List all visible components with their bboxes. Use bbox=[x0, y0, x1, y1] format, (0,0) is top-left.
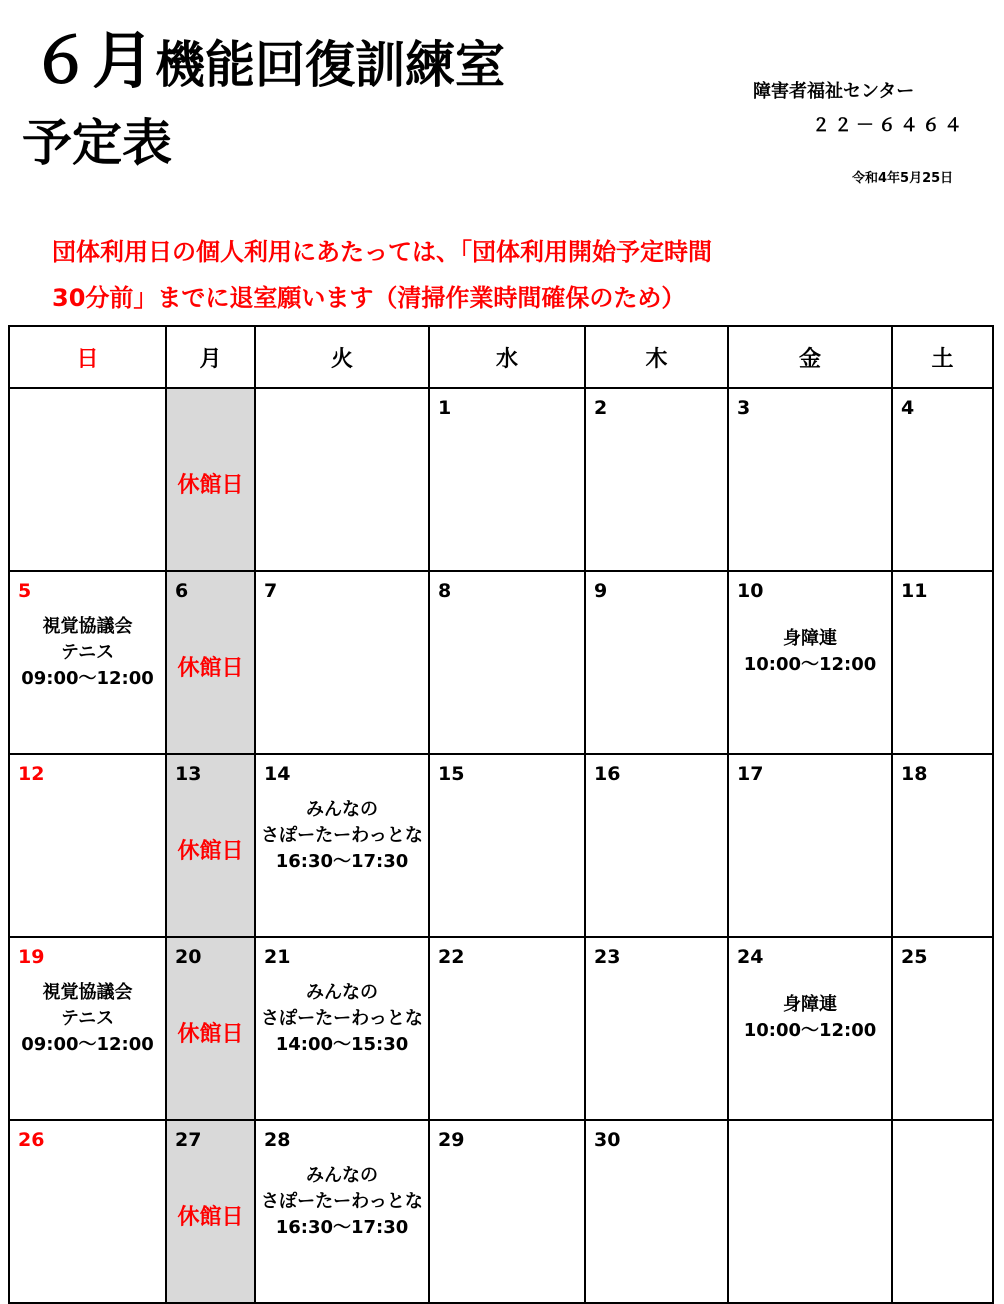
day-number: 28 bbox=[264, 1129, 291, 1151]
day-number: 12 bbox=[18, 763, 45, 785]
title-subtitle: 予定表 bbox=[22, 113, 172, 172]
day-cell-tue bbox=[255, 571, 429, 754]
day-cell-thu bbox=[585, 937, 728, 1120]
day-number: 30 bbox=[594, 1129, 621, 1151]
closed-label: 休館日 bbox=[177, 1022, 244, 1047]
event-line: 身障連 bbox=[783, 628, 837, 649]
day-number: 25 bbox=[901, 946, 928, 968]
weekday-fri: 金 bbox=[728, 326, 892, 388]
day-cell-sat bbox=[892, 388, 993, 571]
day-cell-sun bbox=[9, 571, 166, 754]
day-number: 8 bbox=[438, 580, 452, 602]
day-number: 22 bbox=[438, 946, 465, 968]
day-number: 10 bbox=[737, 580, 764, 602]
day-number: 14 bbox=[264, 763, 291, 785]
event-line: 10:00～12:00 bbox=[743, 654, 877, 675]
day-cell-fri bbox=[728, 1120, 892, 1303]
day-cell-mon bbox=[166, 388, 255, 571]
day-cell-thu bbox=[585, 1120, 728, 1303]
day-cell-thu bbox=[585, 571, 728, 754]
day-cell-tue bbox=[255, 1120, 429, 1303]
issue-date: 令和4年5月25日 bbox=[852, 171, 954, 186]
event-line: 09:00～12:00 bbox=[21, 668, 154, 689]
day-cell-sat bbox=[892, 571, 993, 754]
phone-number: ２２－６４６４ bbox=[812, 115, 966, 136]
day-cell-wed bbox=[429, 1120, 585, 1303]
event-line: みんなの bbox=[306, 982, 378, 1003]
day-number: 15 bbox=[438, 763, 465, 785]
day-number: 13 bbox=[175, 763, 202, 785]
day-number: 24 bbox=[737, 946, 764, 968]
day-cell-sun bbox=[9, 754, 166, 937]
event-line: さぽーたーわっとな bbox=[261, 1008, 423, 1029]
weekday-thu: 木 bbox=[585, 326, 728, 388]
day-number: 20 bbox=[175, 946, 202, 968]
weekday-header-row bbox=[9, 326, 993, 388]
day-cell-fri bbox=[728, 754, 892, 937]
day-cell-wed bbox=[429, 754, 585, 937]
day-cell-sat bbox=[892, 1120, 993, 1303]
weekday-wed: 水 bbox=[429, 326, 585, 388]
event-line: テニス bbox=[60, 1008, 115, 1029]
day-cell-fri bbox=[728, 937, 892, 1120]
event-line: 視覚協議会 bbox=[42, 616, 133, 637]
weekday-sun: 日 bbox=[9, 326, 166, 388]
event-block bbox=[256, 980, 428, 1058]
closed-label: 休館日 bbox=[177, 473, 244, 498]
day-cell-mon bbox=[166, 937, 255, 1120]
day-cell-sun bbox=[9, 388, 166, 571]
event-line: みんなの bbox=[306, 799, 378, 820]
day-cell-mon bbox=[166, 1120, 255, 1303]
event-line: テニス bbox=[60, 642, 115, 663]
event-line: 10:00～12:00 bbox=[743, 1020, 877, 1041]
day-number: 6 bbox=[175, 580, 189, 602]
weekday-sat: 土 bbox=[892, 326, 993, 388]
day-cell-tue bbox=[255, 937, 429, 1120]
day-number: 23 bbox=[594, 946, 621, 968]
week-row bbox=[9, 937, 993, 1120]
day-number: 29 bbox=[438, 1129, 465, 1151]
closed-label: 休館日 bbox=[177, 1205, 244, 1230]
notice-line-1: 団体利用日の個人利用にあたっては、「団体利用開始予定時間 bbox=[52, 238, 712, 266]
day-cell-wed bbox=[429, 571, 585, 754]
organization-name: 障害者福祉センター bbox=[753, 81, 915, 102]
day-number: 5 bbox=[18, 580, 32, 602]
day-number: 18 bbox=[901, 763, 928, 785]
day-number: 16 bbox=[594, 763, 621, 785]
event-line: 16:30～17:30 bbox=[275, 851, 409, 872]
day-number: 26 bbox=[18, 1129, 45, 1151]
event-block bbox=[256, 1163, 428, 1241]
day-number: 7 bbox=[264, 580, 278, 602]
weekday-tue: 火 bbox=[255, 326, 429, 388]
day-cell-thu bbox=[585, 388, 728, 571]
title-month: ６月 bbox=[30, 24, 155, 97]
week-row bbox=[9, 571, 993, 754]
day-cell-sat bbox=[892, 754, 993, 937]
day-cell-mon bbox=[166, 571, 255, 754]
closed-label: 休館日 bbox=[177, 656, 244, 681]
event-line: 14:00～15:30 bbox=[275, 1034, 409, 1055]
day-cell-wed bbox=[429, 937, 585, 1120]
event-block bbox=[10, 980, 165, 1058]
calendar-table bbox=[8, 325, 994, 1304]
day-cell-sun bbox=[9, 1120, 166, 1303]
day-number: 17 bbox=[737, 763, 764, 785]
event-block bbox=[729, 626, 891, 678]
day-number: 19 bbox=[18, 946, 45, 968]
week-row bbox=[9, 388, 993, 571]
event-block bbox=[256, 797, 428, 875]
week-row bbox=[9, 1120, 993, 1303]
day-cell-fri bbox=[728, 571, 892, 754]
day-cell-tue bbox=[255, 388, 429, 571]
day-cell-mon bbox=[166, 754, 255, 937]
day-cell-fri bbox=[728, 388, 892, 571]
day-number: 3 bbox=[737, 397, 751, 419]
day-cell-tue bbox=[255, 754, 429, 937]
event-block bbox=[10, 614, 165, 692]
notice-line-2: 30分前」までに退室願います（清掃作業時間確保のため） bbox=[52, 284, 686, 312]
event-line: 身障連 bbox=[783, 994, 837, 1015]
day-cell-thu bbox=[585, 754, 728, 937]
day-cell-sat bbox=[892, 937, 993, 1120]
event-line: 16:30～17:30 bbox=[275, 1217, 409, 1238]
title-room: 機能回復訓練室 bbox=[155, 35, 505, 94]
event-line: さぽーたーわっとな bbox=[261, 1191, 423, 1212]
event-line: 視覚協議会 bbox=[42, 982, 133, 1003]
closed-label: 休館日 bbox=[177, 839, 244, 864]
week-row bbox=[9, 754, 993, 937]
weekday-mon: 月 bbox=[166, 326, 255, 388]
day-cell-wed bbox=[429, 388, 585, 571]
day-cell-sun bbox=[9, 937, 166, 1120]
day-number: 9 bbox=[594, 580, 608, 602]
event-line: さぽーたーわっとな bbox=[261, 825, 423, 846]
day-number: 11 bbox=[901, 580, 928, 602]
day-number: 1 bbox=[438, 397, 452, 419]
day-number: 27 bbox=[175, 1129, 202, 1151]
event-line: みんなの bbox=[306, 1165, 378, 1186]
event-block bbox=[729, 992, 891, 1044]
event-line: 09:00～12:00 bbox=[21, 1034, 154, 1055]
day-number: 21 bbox=[264, 946, 291, 968]
day-number: 4 bbox=[901, 397, 915, 419]
day-number: 2 bbox=[594, 397, 608, 419]
